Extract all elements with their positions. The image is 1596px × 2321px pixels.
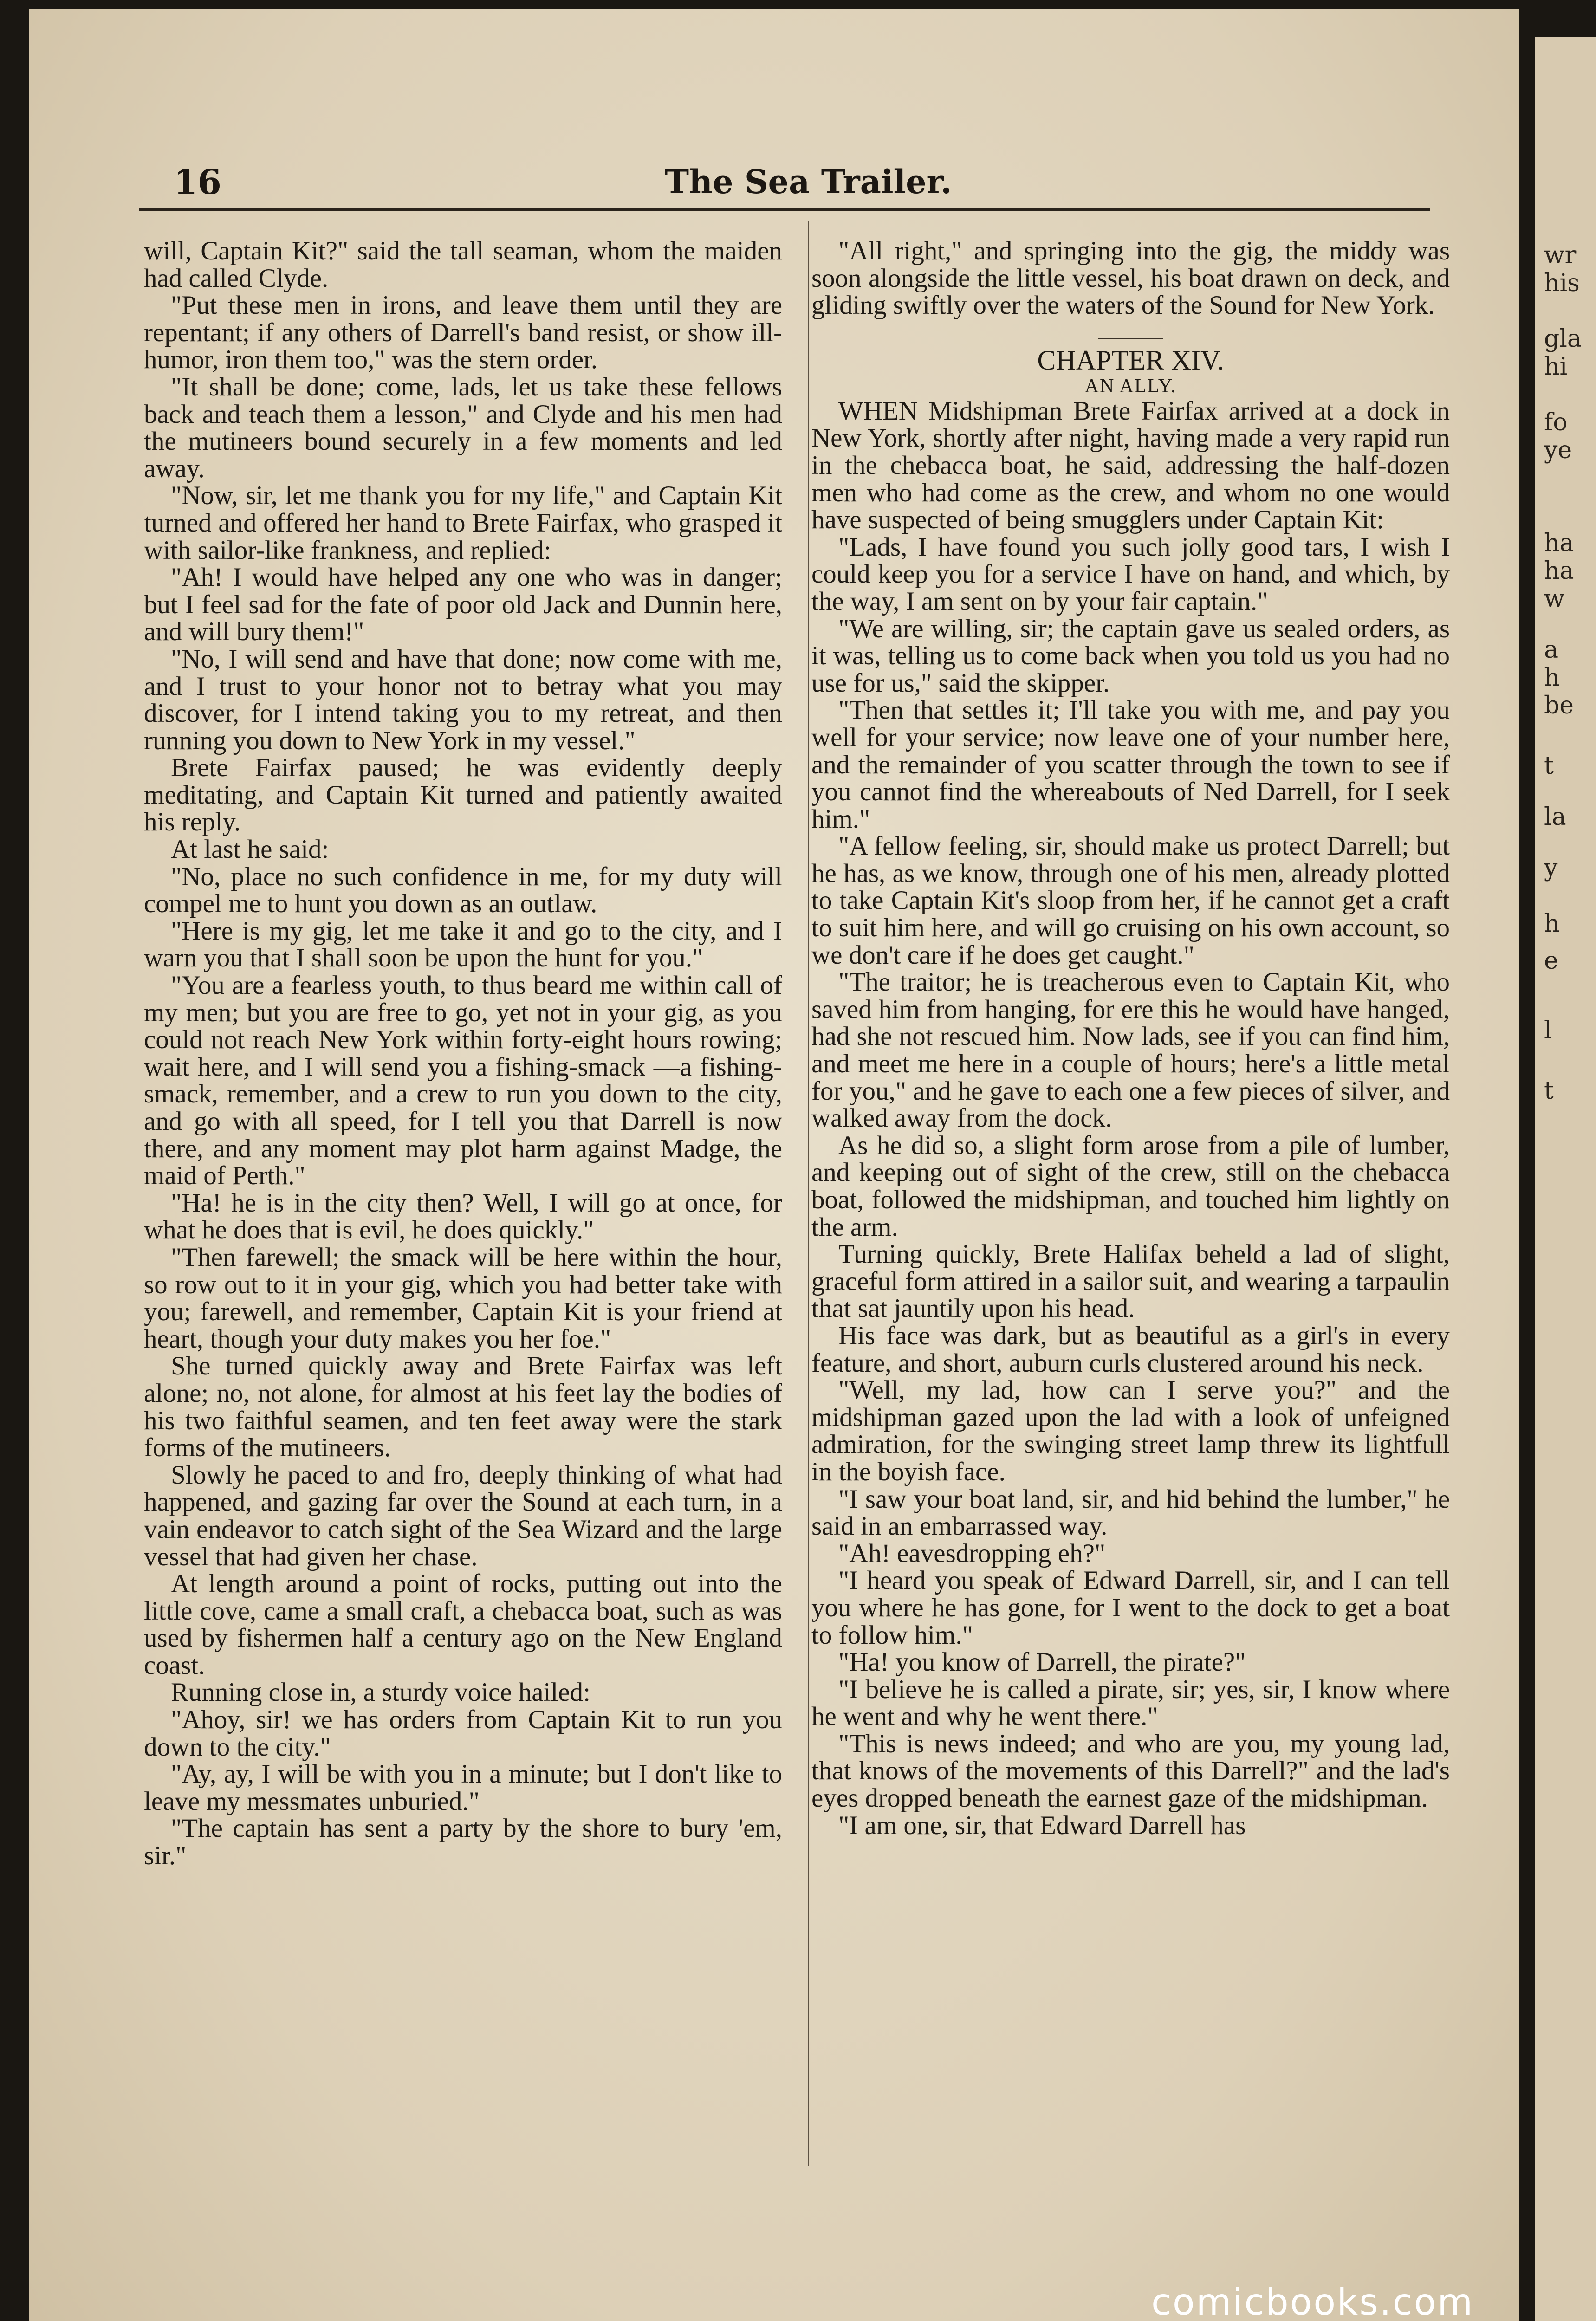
page-header: [145, 162, 1454, 209]
paragraph: "I believe he is called a pirate, sir; yes, sir, I know where he went and why he went there.": [811, 1674, 1450, 1731]
paragraph: WHEN Midshipman Brete Fairfax arrived at a dock in New York, shortly after night, having made a very rapid run in the chebacca boat, he said, addressing the half-dozen men who had come as the crew, and whom no one would have suspected of being smugglers under Captain Kit:: [811, 396, 1450, 535]
next-page-fragment: be: [1544, 692, 1574, 720]
paragraph: "Ay, ay, I will be with you in a minute; but I don't like to leave my messmates unburied.": [144, 1759, 782, 1816]
next-page-fragment: e: [1544, 947, 1558, 975]
next-page-fragment: y: [1544, 854, 1558, 882]
paragraph: "Ah! eavesdropping eh?": [838, 1538, 1106, 1568]
paragraph: "You are a fearless youth, to thus beard me within call of my men; but you are free to go, yet not in your gig, as you could not reach New York within forty-eight hours rowing; wait here, and I will send you a fishing-smack —a fishing-smack, remember, and a crew to run you down to the city, and go with all speed, for I tell you that Darrell is now there, and any moment may plot harm against Madge, the maid of Perth.": [144, 971, 782, 1191]
paragraph: "Ah! I would have helped any one who was in danger; but I feel sad for the fate of poor old Jack and Dunnin here, and will bury them!": [144, 563, 782, 647]
paragraph: Brete Fairfax paused; he was evidently deeply meditating, and Captain Kit turned and patiently awaited his reply.: [144, 753, 782, 837]
next-page-fragment: la: [1544, 803, 1566, 831]
watermark: comicbooks.com: [1151, 2282, 1474, 2321]
paragraph: "Ha! you know of Darrell, the pirate?": [838, 1647, 1246, 1677]
chapter-subtitle: AN ALLY.: [1084, 375, 1177, 397]
next-page-fragment: wr: [1544, 241, 1577, 269]
paragraph: "Then farewell; the smack will be here within the hour, so row out to it in your gig, which you had better take with you; farewell, and remember, Captain Kit is your friend at heart, though your duty makes you her foe.": [144, 1242, 782, 1354]
paragraph: "All right," and springing into the gig, the middy was soon alongside the little vessel, his boat drawn on deck, and gliding swiftly over the waters of the Sound for New York.: [811, 236, 1450, 320]
paragraph: Turning quickly, Brete Halifax beheld a lad of slight, graceful form attired in a sailor suit, and wearing a tarpaulin that sat jauntily upon his head.: [811, 1239, 1450, 1323]
next-page-fragment: hi: [1544, 353, 1568, 381]
right-column: [811, 238, 1450, 1839]
paragraph: "Well, my lad, how can I serve you?" and the midshipman gazed upon the lad with a look of unfeigned admiration, for the swinging street lamp threw its lightfull in the boyish face.: [811, 1375, 1450, 1486]
paragraph: She turned quickly away and Brete Fairfax was left alone; no, not alone, for almost at his feet lay the bodies of his two faithful seamen, and ten feet away were the stark forms of the mutineers.: [144, 1351, 782, 1463]
paragraph: As he did so, a slight form arose from a pile of lumber, and keeping out of sight of the crew, still on the chebacca boat, followed the midshipman, and touched him lightly on the arm.: [811, 1130, 1450, 1242]
paragraph: "Now, sir, let me thank you for my life," and Captain Kit turned and offered her hand to Brete Fairfax, who grasped it with sailor-like frankness, and replied:: [144, 481, 782, 565]
next-page-fragment: a: [1544, 636, 1559, 664]
paragraph: "Put these men in irons, and leave them until they are repentant; if any others of Darrell's band resist, or show ill-humor, iron them too," was the stern order.: [144, 291, 782, 375]
running-title: The Sea Trailer.: [665, 162, 952, 201]
paragraph: "No, I will send and have that done; now come with me, and I trust to your honor not to betray what you may discover, for I intend taking you to my retreat, and then running you down to New York in my vessel.": [144, 644, 782, 755]
paragraph: will, Captain Kit?" said the tall seaman, whom the maiden had called Clyde.: [144, 236, 782, 293]
next-page-fragment: t: [1544, 752, 1554, 780]
chapter-title: CHAPTER XIV.: [1037, 344, 1224, 376]
next-page-fragment: h: [1544, 910, 1560, 938]
next-page-fragment: w: [1544, 585, 1565, 613]
column-divider: [808, 221, 809, 2166]
paragraph: "I heard you speak of Edward Darrell, sir, and I can tell you where he has gone, for I went to the dock to get a boat to follow him.": [811, 1566, 1450, 1650]
paragraph: At last he said:: [171, 835, 329, 864]
paragraph: "We are willing, sir; the captain gave us sealed orders, as it was, telling us to come back when you told us you had no use for us," said the skipper.: [811, 614, 1450, 698]
chapter-heading: [811, 338, 1450, 375]
paragraph: Slowly he paced to and fro, deeply thinking of what had happened, and gazing far over the Sound at each turn, in a vain endeavor to catch sight of the Sea Wizard and the large vessel that had given her chase.: [144, 1460, 782, 1571]
paragraph: "This is news indeed; and who are you, my young lad, that knows of the movements of this Darrell?" and the lad's eyes dropped beneath the earnest gaze of the midshipman.: [811, 1729, 1450, 1813]
adjacent-page-edge: [1535, 37, 1596, 2321]
page-number: 16: [174, 162, 221, 202]
paragraph: "Then that settles it; I'll take you with me, and pay you well for your service; now leave one of your number here, and the remainder of you scatter through the town to see if you cannot find the whereabouts of Ned Darrell, for I seek him.": [811, 695, 1450, 834]
paragraph: "A fellow feeling, sir, should make us protect Darrell; but he has, as we know, through one of his men, already plotted to take Captain Kit's sloop from her, if he cannot get a craft to suit him here, and will go cruising on his own account, so we don't care if he does get caught.": [811, 831, 1450, 970]
chapter-rule: [1098, 338, 1163, 339]
paragraph: Running close in, a sturdy voice hailed:: [171, 1678, 590, 1707]
next-page-fragment: ha: [1544, 557, 1574, 585]
next-page-fragment: ye: [1544, 436, 1572, 464]
next-page-fragment: t: [1544, 1077, 1554, 1105]
paragraph: "No, place no such confidence in me, for my duty will compel me to hunt you down as an outlaw.: [144, 862, 782, 919]
paragraph: "The captain has sent a party by the shore to bury 'em, sir.": [144, 1814, 782, 1871]
paragraph: "I am one, sir, that Edward Darrell has: [838, 1810, 1246, 1840]
paragraph: "The traitor; he is treacherous even to Captain Kit, who saved him from hanging, for ere this he would have hanged, had she not rescued him. Now lads, see if you can find him, and meet me here in a couple of hours; here's a little metal for you," and he gave to each one a few pieces of silver, and walked away from the dock.: [811, 967, 1450, 1133]
paragraph: "Ahoy, sir! we has orders from Captain Kit to run you down to the city.": [144, 1705, 782, 1762]
next-page-fragment: ha: [1544, 529, 1574, 557]
next-page-fragment: fo: [1544, 408, 1568, 436]
paragraph: His face was dark, but as beautiful as a girl's in every feature, and short, auburn curls clustered around his neck.: [811, 1321, 1450, 1378]
paragraph: "Here is my gig, let me take it and go to the city, and I warn you that I shall soon be upon the hunt for you.": [144, 916, 782, 973]
next-page-fragment: l: [1544, 1017, 1552, 1044]
paragraph: "Lads, I have found you such jolly good tars, I wish I could keep you for a service I have on hand, and which, by the way, I am sent on by your fair captain.": [811, 532, 1450, 616]
next-page-fragment: his: [1544, 269, 1580, 297]
header-rule: [139, 208, 1430, 211]
left-column: [144, 238, 782, 1870]
next-page-fragment: gla: [1544, 325, 1582, 353]
paragraph: "It shall be done; come, lads, let us take these fellows back and teach them a lesson," and Clyde and his men had the mutineers bound securely in a few moments and led away.: [144, 372, 782, 483]
paragraph: "Ha! he is in the city then? Well, I will go at once, for what he does that is evil, he does quickly.": [144, 1188, 782, 1245]
next-page-fragment: h: [1544, 664, 1560, 692]
paragraph: "I saw your boat land, sir, and hid behind the lumber," he said in an embarrassed way.: [811, 1484, 1450, 1541]
paragraph: At length around a point of rocks, putting out into the little cove, came a small craft, a chebacca boat, such as was used by fishermen half a century ago on the New England coast.: [144, 1569, 782, 1680]
